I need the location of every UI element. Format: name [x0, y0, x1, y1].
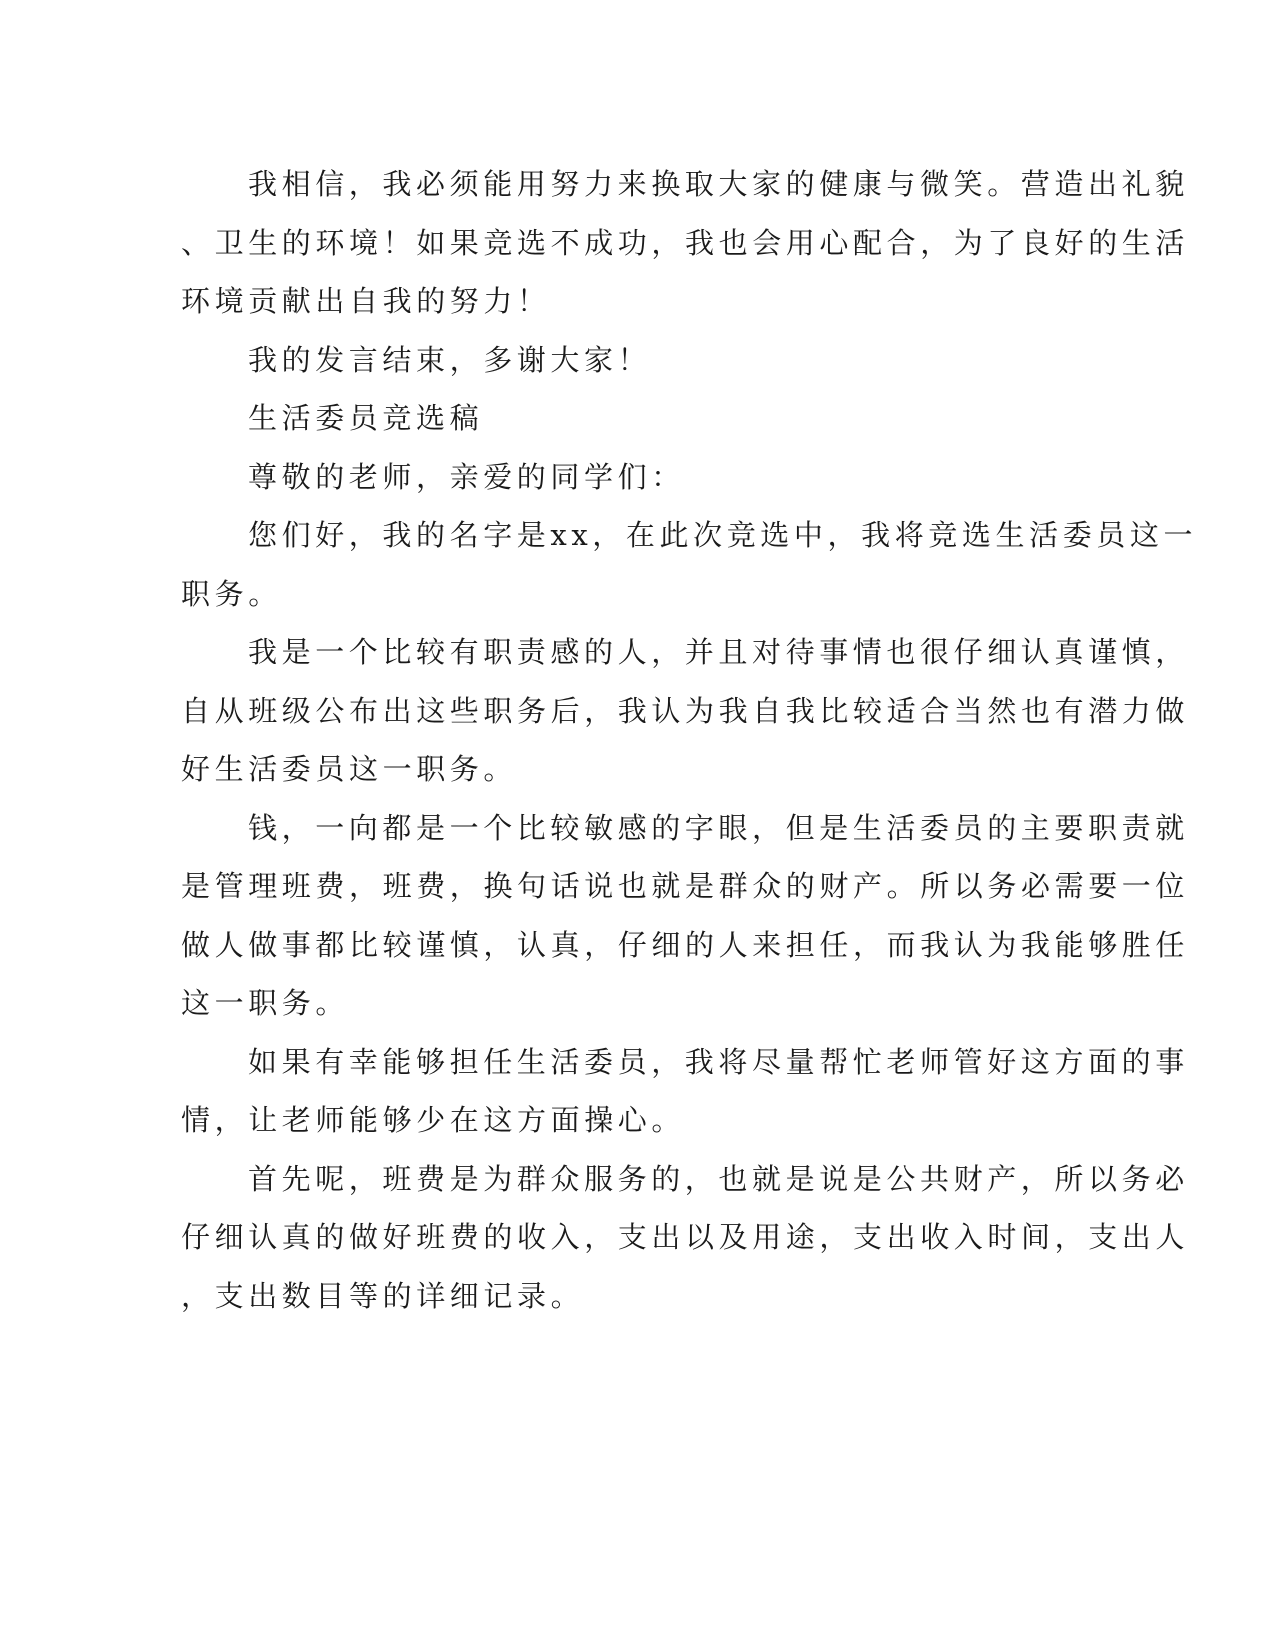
text-line: 自从班级公布出这些职务后，我认为我自我比较适合当然也有潜力做 [181, 693, 1190, 728]
paragraph-record-keeping [181, 1150, 1190, 1326]
text-line: 尊敬的老师，亲爱的同学们： [248, 459, 685, 494]
text-line: 、卫生的环境！如果竞选不成功，我也会用心配合，为了良好的生活 [181, 225, 1190, 260]
text-line: 这一职务。 [181, 986, 350, 1020]
section-title [181, 389, 1041, 448]
paragraph-thanks [181, 331, 1041, 390]
text-line: 钱，一向都是一个比较敏感的字眼，但是生活委员的主要职责就 [248, 810, 1189, 845]
text-line: 生活委员竞选稿 [248, 401, 484, 435]
text-line: 首先呢，班费是为群众服务的，也就是说是公共财产，所以务必 [248, 1161, 1189, 1196]
paragraph-closing-pledge [181, 155, 1190, 331]
text-line: 我是一个比较有职责感的人，并且对待事情也很仔细认真谨慎， [248, 635, 1189, 669]
text-line: 环境贡献出自我的努力！ [181, 284, 551, 318]
paragraph-introduction [181, 506, 1198, 623]
text-line: 我相信，我必须能用努力来换取大家的健康与微笑。营造出礼貌 [248, 167, 1189, 201]
paragraph-helping-teacher [181, 1033, 1189, 1150]
text-line: 如果有幸能够担任生活委员，我将尽量帮忙老师管好这方面的事 [248, 1044, 1189, 1079]
text-line: 我的发言结束，多谢大家！ [248, 342, 652, 377]
text-line: 情，让老师能够少在这方面操心。 [181, 1103, 686, 1137]
document-body [181, 155, 1198, 1325]
text-line: 仔细认真的做好班费的收入，支出以及用途，支出收入时间，支出人 [181, 1220, 1190, 1254]
text-line: ，支出数目等的详细记录。 [181, 1278, 585, 1313]
text-line: 好生活委员这一职务。 [181, 752, 518, 786]
text-line: 您们好，我的名字是xx，在此次竞选中，我将竞选生活委员这一 [248, 518, 1198, 552]
text-line: 职务。 [181, 576, 282, 611]
paragraph-responsibility [181, 623, 1190, 799]
paragraph-class-funds [181, 799, 1190, 1033]
text-line: 做人做事都比较谨慎，认真，仔细的人来担任，而我认为我能够胜任 [181, 927, 1190, 962]
salutation [181, 448, 1041, 507]
text-line: 是管理班费，班费，换句话说也就是群众的财产。所以务必需要一位 [181, 869, 1190, 903]
